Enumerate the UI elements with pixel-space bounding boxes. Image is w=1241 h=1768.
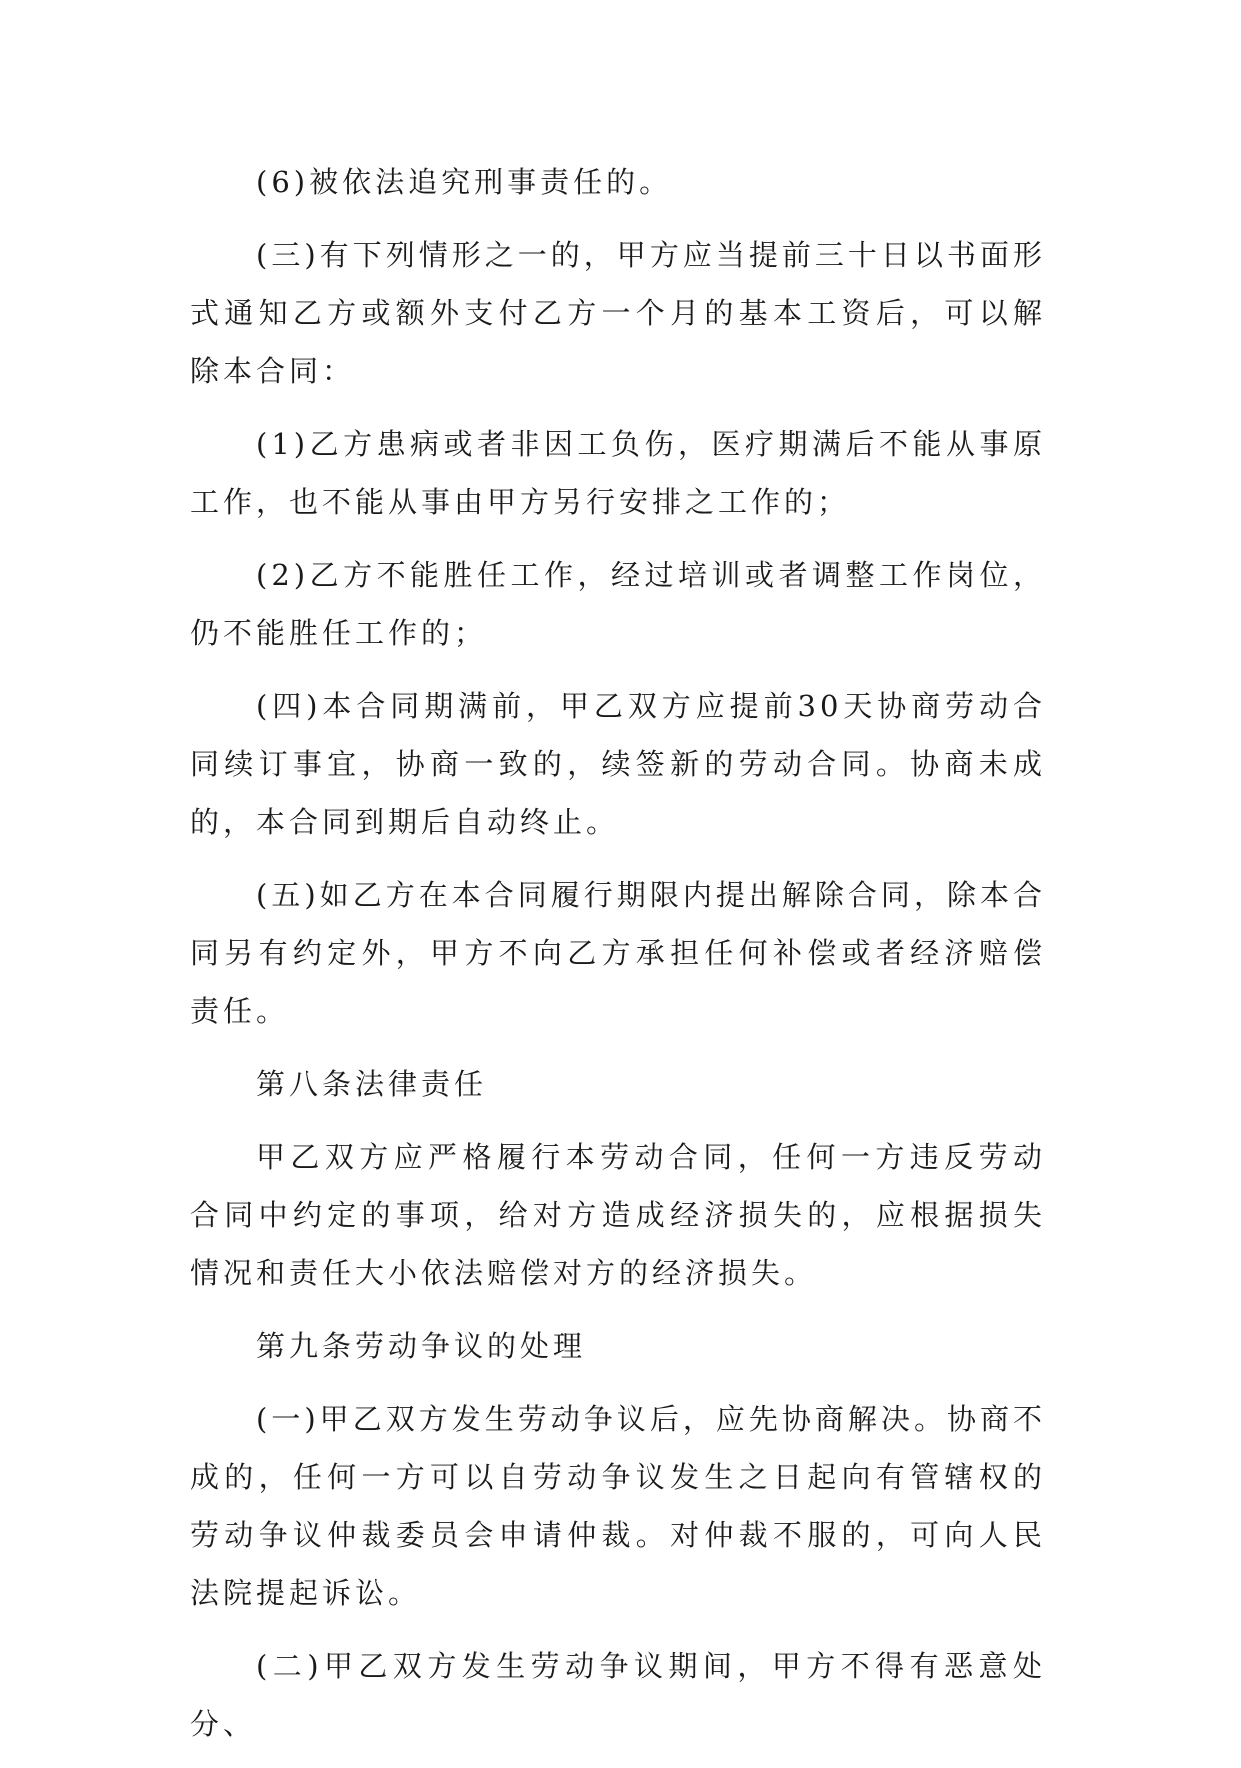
- paragraph-liability: 甲乙双方应严格履行本劳动合同，任何一方违反劳动合同中约定的事项，给对方造成经济损失的，应根据损失情况和责任大小依法赔偿对方的经济损失。: [190, 1140, 1046, 1290]
- paragraph-section-3-notice: (三)有下列情形之一的，甲方应当提前三十日以书面形式通知乙方或额外支付乙方一个月的基本工资后，可以解除本合同：: [190, 238, 1046, 388]
- document-page: [190, 153, 1046, 1768]
- heading-article-8: 第八条法律责任: [256, 1067, 488, 1101]
- paragraph-section-5-termination: (五)如乙方在本合同履行期限内提出解除合同，除本合同另有约定外，甲方不向乙方承担任何补偿或者经济赔偿责任。: [190, 878, 1046, 1028]
- paragraph-dispute-2: (二)甲乙双方发生劳动争议期间，甲方不得有恶意处分、: [190, 1649, 1046, 1741]
- paragraph-clause-6-criminal: (6)被依法追究刑事责任的。: [256, 165, 673, 199]
- paragraph-item-2-incompetent: (2)乙方不能胜任工作，经过培训或者调整工作岗位，仍不能胜任工作的；: [190, 558, 1046, 650]
- paragraph-dispute-1: (一)甲乙双方发生劳动争议后，应先协商解决。协商不成的，任何一方可以自劳动争议发生之日起向有管辖权的劳动争议仲裁委员会申请仲裁。对仲裁不服的，可向人民法院提起诉讼。: [190, 1402, 1046, 1610]
- paragraph-section-4-renewal: (四)本合同期满前，甲乙双方应提前30天协商劳动合同续订事宜，协商一致的，续签新的劳动合同。协商未成的，本合同到期后自动终止。: [190, 689, 1046, 839]
- paragraph-item-1-illness: (1)乙方患病或者非因工负伤，医疗期满后不能从事原工作，也不能从事由甲方另行安排之工作的；: [190, 427, 1046, 519]
- heading-article-9: 第九条劳动争议的处理: [256, 1329, 587, 1363]
